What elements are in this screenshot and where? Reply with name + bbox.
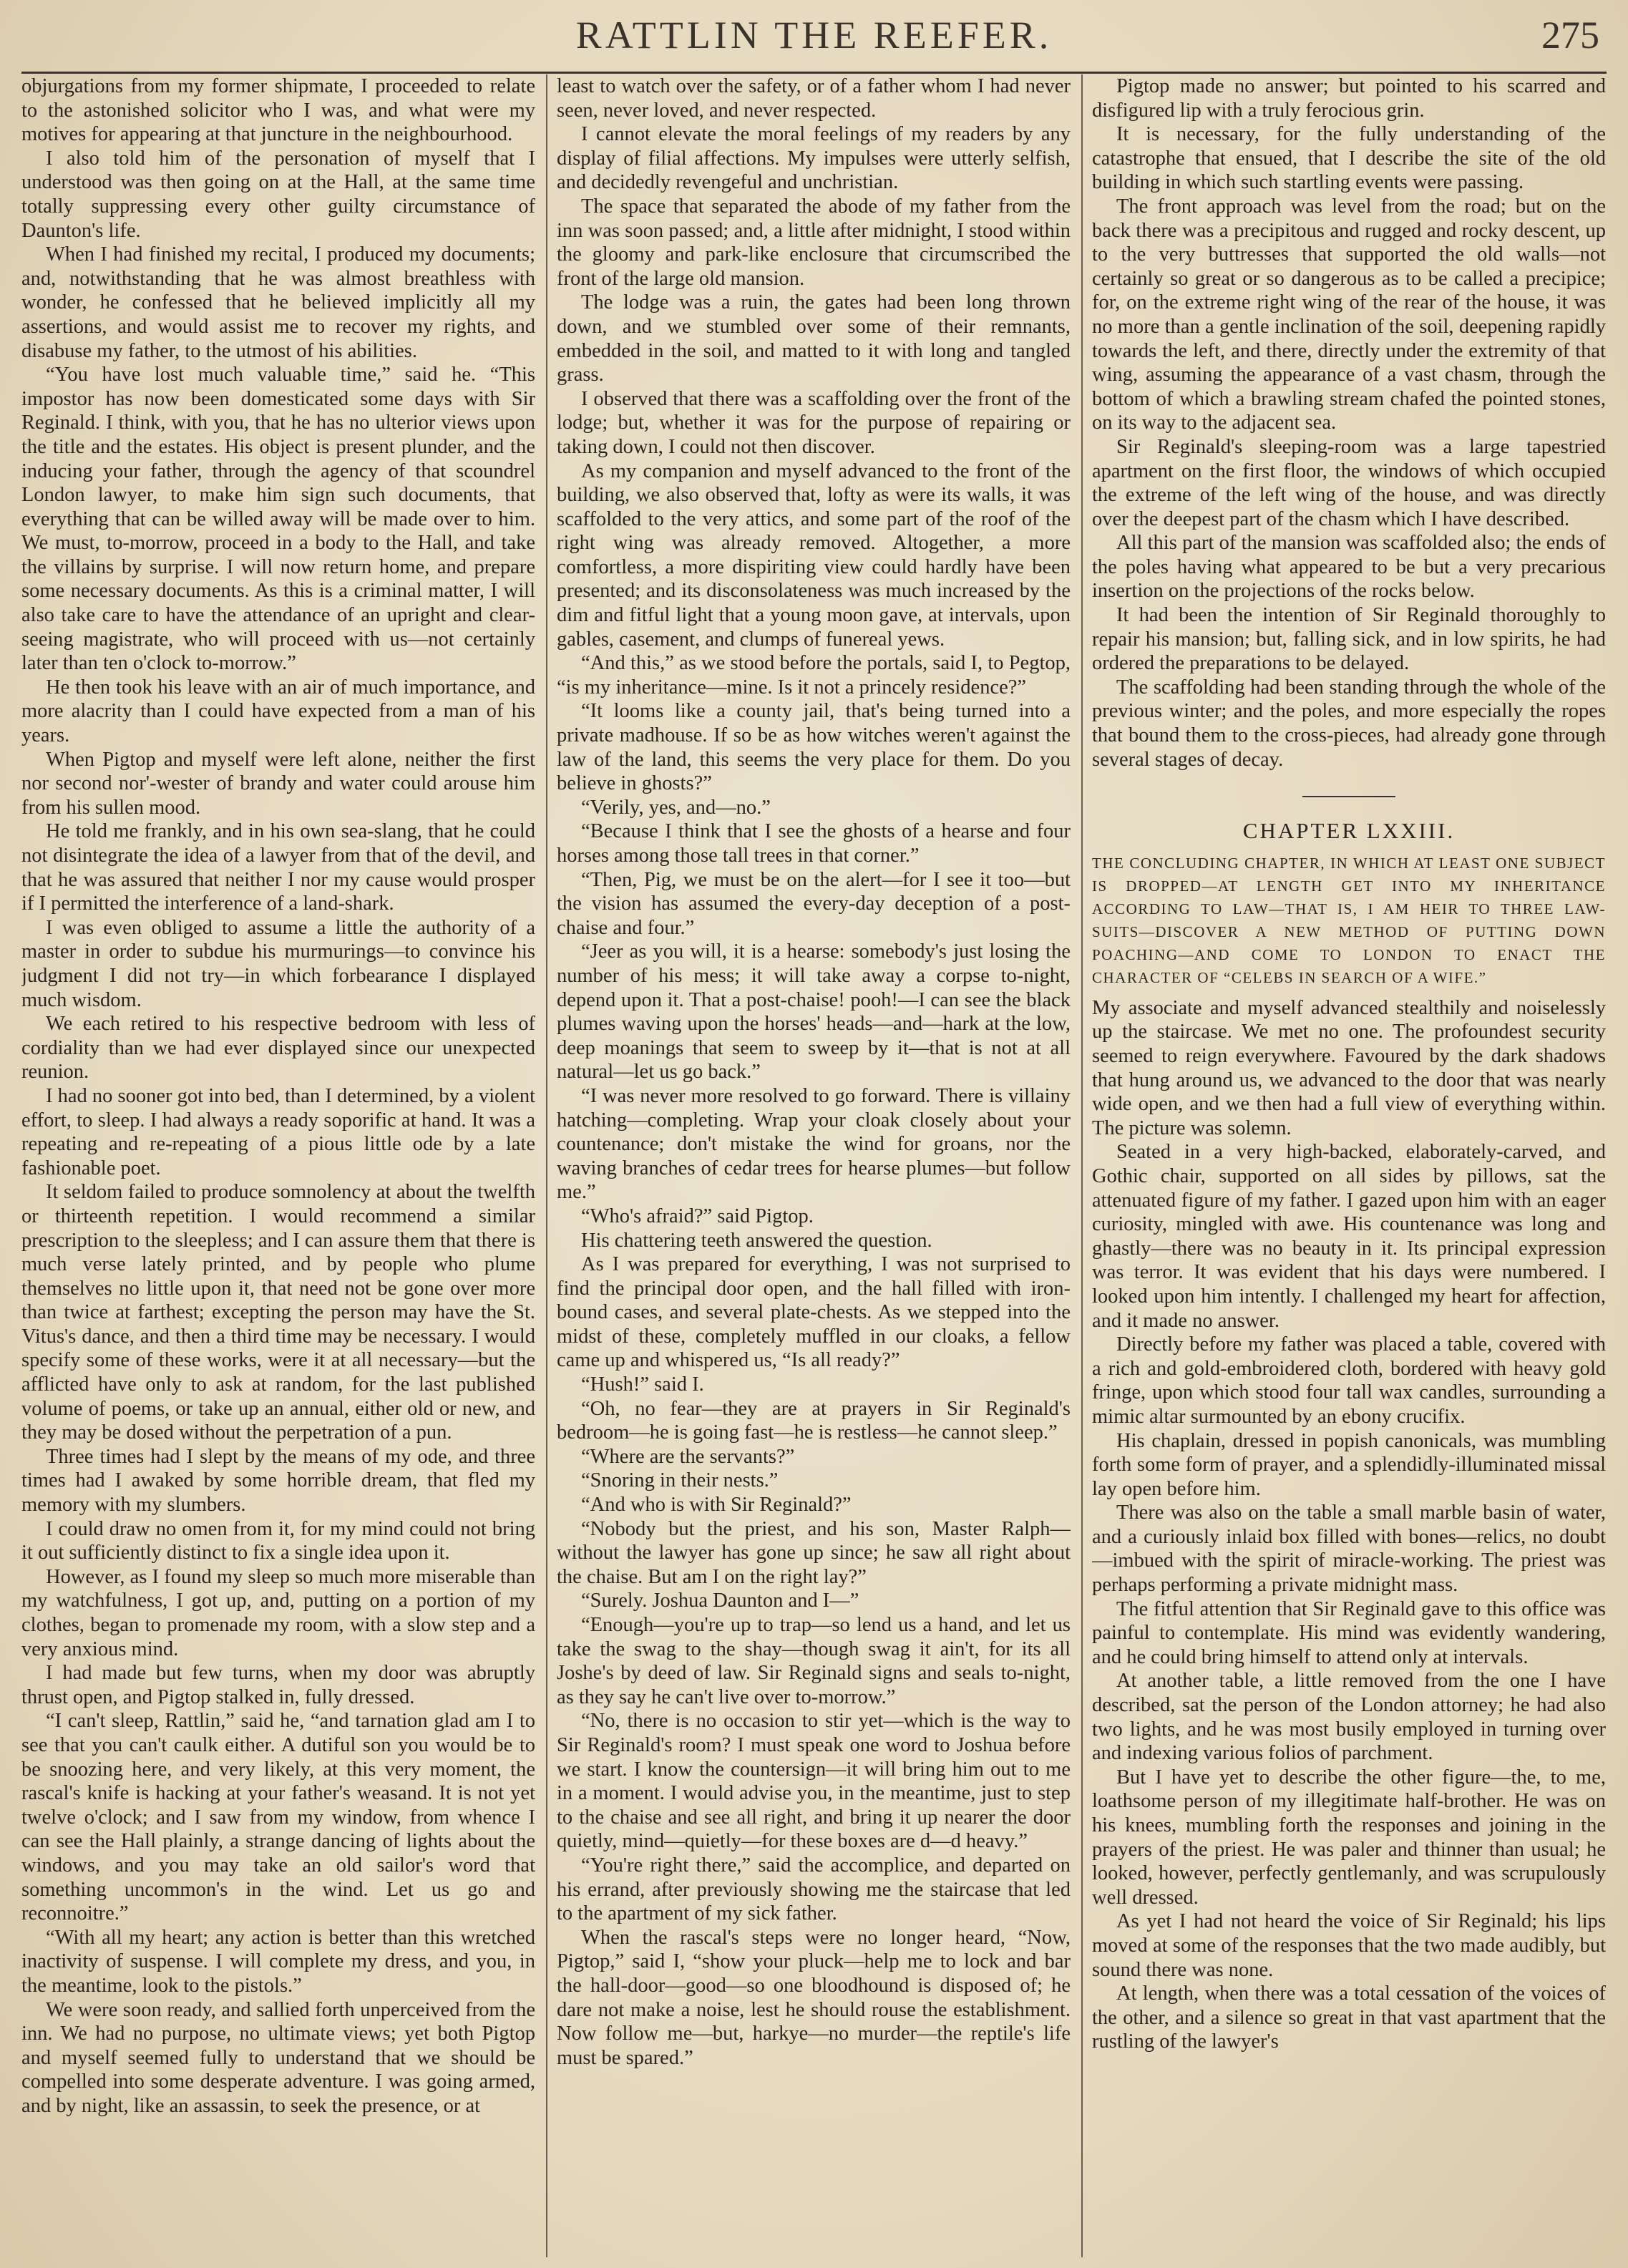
paragraph: I also told him of the personation of myself that I understood was then going on at the Hall, at the same time totally suppressing every other guilty circumstance of Daunton's life.: [21, 147, 535, 242]
text-columns: [21, 74, 1607, 2257]
paragraph: I observed that there was a scaffolding over the front of the lodge; but, whether it was for the purpose of repairing or taking down, I could not then discover.: [557, 387, 1071, 458]
paragraph: He told me frankly, and in his own sea-slang, that he could not disintegrate the idea of a lawyer from that of the devil, and that he was assured that neither I nor my cause would prosper if I permitted the interference of a land-shark.: [21, 820, 535, 915]
paragraph: We were soon ready, and sallied forth unperceived from the inn. We had no purpose, no ultimate views; yet both Pigtop and myself seemed fully to understand that we should be compelled into some desperate adventure. I was going armed, and by night, like an assassin, to seek the presence, or at: [21, 1998, 535, 2117]
paragraph: Seated in a very high-backed, elaborately-carved, and Gothic chair, supported on all sides by pillows, sat the attenuated figure of my father. I gazed upon him with an eager curiosity, mingled with awe. His countenance was long and ghastly—there was no beauty in it. Its principal expression was terror. It was evident that his days were numbered. I looked upon him intently. I challenged my heart for affection, and it made no answer.: [1092, 1141, 1606, 1332]
paragraph: When I had finished my recital, I produced my documents; and, notwithstanding that he was almost breathless with wonder, he confessed that he believed implicitly all my assertions, and would assist me to recover my rights, and disabuse my father, to the utmost of his abilities.: [21, 243, 535, 362]
column-3: [1092, 74, 1606, 2257]
paragraph: There was also on the table a small marble basin of water, and a curiously inlaid box filled with bones—relics, no doubt—imbued with the spirit of miracle-working. The priest was perhaps performing a private midnight mass.: [1092, 1502, 1606, 1597]
paragraph: As my companion and myself advanced to the front of the building, we also observed that, lofty as were its walls, it was scaffolded to the very attics, and some part of the roof of the right wing was already removed. Altogether, a more comfortless, a more dispiriting view could hardly have been presented; and its disconsolateness was much increased by the dim and fitful light that a young moon gave, at intervals, upon gables, casement, and clumps of funereal yews.: [557, 459, 1071, 651]
paragraph: The lodge was a ruin, the gates had been long thrown down, and we stumbled over some of their remnants, embedded in the soil, and matted to it with long and tangled grass.: [557, 291, 1071, 386]
paragraph: “Then, Pig, we must be on the alert—for I see it too—but the vision has assumed the every-day deception of a post-chaise and four.”: [557, 868, 1071, 939]
paragraph: Pigtop made no answer; but pointed to his scarred and disfigured lip with a truly ferocious grin.: [1092, 75, 1606, 122]
paragraph: “Enough—you're up to trap—so lend us a hand, and let us take the swag to the shay—though swag it ain't, for its all Joshe's by deed of law. Sir Reginald signs and seals to-night, as they say he can't live over to-morrow.”: [557, 1614, 1071, 1708]
paragraph: We each retired to his respective bedroom with less of cordiality than we had ever displayed since our unexpected reunion.: [21, 1013, 535, 1084]
paragraph: “Nobody but the priest, and his son, Master Ralph—without the lawyer has gone up since; he saw all right about the chaise. But am I on the right lay?”: [557, 1517, 1071, 1588]
paragraph: It seldom failed to produce somnolency at about the twelfth or thirteenth repetition. I would recommend a similar prescription to the sleepless; and I can assure them that there is much verse lately printed, and by people who plume themselves no little upon it, that need not be gone over more than twice at farthest; excepting the person may have the St. Vitus's dance, and then a third time may be necessary. I would specify some of these works, were it at all necessary—but the afflicted have only to ask at random, for the last published volume of poems, or take up an annual, either old or new, and they may be dosed without the perpetration of a pun.: [21, 1181, 535, 1444]
paragraph: “With all my heart; any action is better than this wretched inactivity of suspense. I will complete my dress, and you, in the meantime, look to the pistols.”: [21, 1926, 535, 1997]
paragraph: Three times had I slept by the means of my ode, and three times had I awaked by some horrible dream, that fled my memory with my slumbers.: [21, 1445, 535, 1517]
column-1: [21, 74, 535, 2257]
paragraph: As I was prepared for everything, I was not surprised to find the principal door open, and the hall filled with iron-bound cases, and several plate-chests. As we stepped into the midst of these, completely muffled in our cloaks, a fellow came up and whispered us, “Is all ready?”: [557, 1253, 1071, 1372]
paragraph: “And who is with Sir Reginald?”: [581, 1494, 852, 1517]
paragraph: At another table, a little removed from the one I have described, sat the person of the London attorney; he had also two lights, and he was most busily employed in turning over and indexing various folios of parchment.: [1092, 1670, 1606, 1765]
paragraph: It is necessary, for the fully understanding of the catastrophe that ensued, that I describe the site of the old building in which such startling events were passing.: [1092, 123, 1606, 194]
paragraph: At length, when there was a total cessation of the voices of the other, and a silence so great in that vast apartment that the rustling of the lawyer's: [1092, 1982, 1606, 2053]
paragraph: “You have lost much valuable time,” said he. “This impostor has now been domesticated some days with Sir Reginald. I think, with you, that he has no ulterior views upon the title and the estates. His object is present plunder, and the inducing your father, through the agency of that scoundrel London lawyer, to make him sign such documents, that everything that can be willed away will be made over to him. We must, to-morrow, proceed in a body to the Hall, and take the villains by surprise. I will now return home, and prepare some necessary documents. As this is a criminal matter, I will also take care to have the attendance of an upright and clear-seeing magistrate, who will proceed with us—not certainly later than ten o'clock to-morrow.”: [21, 364, 535, 675]
paragraph: “No, there is no occasion to stir yet—which is the way to Sir Reginald's room? I must speak one word to Joshua before we start. I know the countersign—it will bring him out to me in a moment. I would advise you, in the meantime, just to step to the chaise and see all right, and bring it up nearer the door quietly, mind—quietly—for these boxes are d—d heavy.”: [557, 1710, 1071, 1853]
paragraph: objurgations from my former shipmate, I proceeded to relate to the astonished solicitor who I was, and what were my motives for appearing at that juncture in the neighbourhood.: [21, 75, 535, 146]
column-rule: [1081, 74, 1083, 2257]
paragraph: I could draw no omen from it, for my mind could not bring it out sufficiently distinct to fix a single idea upon it.: [21, 1517, 535, 1564]
paragraph: It had been the intention of Sir Reginald thoroughly to repair his mansion; but, falling sick, and in low spirits, he had ordered the preparations to be delayed.: [1092, 604, 1606, 675]
paragraph: My associate and myself advanced stealthily and noiselessly up the staircase. We met no one. The profoundest security seemed to reign everywhere. Favoured by the dark shadows that hung around us, we advanced to the door that was nearly wide open, and we then had a full view of everything within. The picture was solemn.: [1092, 996, 1606, 1139]
paragraph: Sir Reginald's sleeping-room was a large tapestried apartment on the first floor, the windows of which occupied the extreme of the left wing of the house, and was directly over the deepest part of the chasm which I have described.: [1092, 435, 1606, 530]
column-3-top-text: [1092, 74, 1606, 772]
paragraph: “Jeer as you will, it is a hearse: somebody's just losing the number of his mess; it will take away a corpse to-night, depend upon it. That a post-chaise! pooh!—I can see the black plumes waving upon the horses' heads—and—hark at the low, deep moanings that seem to sweep by it—that is not at all natural—let us go back.”: [557, 940, 1071, 1084]
paragraph: The front approach was level from the road; but on the back there was a precipitous and rugged and rocky descent, up to the very buttresses that supported the old walls—not certainly so great or so dangerous as to be called a precipice; for, on the extreme right wing of the rear of the house, it was no more than a gentle inclination of the soil, deepening rapidly towards the left, and there, directly under the extremity of that wing, assuming the appearance of a vast chasm, through the bottom of which a brawling stream chafed the pointed stones, on its way to the adjacent sea.: [1092, 195, 1606, 434]
page-header: [21, 6, 1607, 74]
paragraph: I had no sooner got into bed, than I determined, by a violent effort, to sleep. I had always a ready soporific at hand. It was a repeating and re-repeating of a pious little ode by a late fashionable poet.: [21, 1084, 535, 1179]
column-2: [557, 74, 1071, 2257]
paragraph: Directly before my father was placed a table, covered with a rich and gold-embroidered cloth, bordered with heavy gold fringe, upon which stood four tall wax candles, surrounding a mimic altar surmounted by an ebony crucifix.: [1092, 1333, 1606, 1428]
paragraph: “Verily, yes, and—no.”: [581, 796, 771, 819]
paragraph: “Snoring in their nests.”: [581, 1469, 779, 1492]
paragraph: He then took his leave with an air of much importance, and more alacrity than I could have expected from a man of his years.: [21, 676, 535, 747]
paragraph: “I was never more resolved to go forward. There is villainy hatching—completing. Wrap your cloak closely about your countenance; don't mistake the wind for groans, nor the waving branches of cedar trees for hearse plumes—but follow me.”: [557, 1084, 1071, 1204]
paragraph: When the rascal's steps were no longer heard, “Now, Pigtop,” said I, “show your pluck—help me to lock and bar the hall-door—good—so one bloodhound is disposed of; he dare not make a noise, lest he should rouse the establishment. Now follow me—but, harkye—no murder—the reptile's life must be spared.”: [557, 1926, 1071, 2069]
paragraph: “And this,” as we stood before the portals, said I, to Pegtop, “is my inheritance—mine. Is it not a princely residence?”: [557, 652, 1071, 699]
paragraph: “Surely. Joshua Daunton and I—”: [581, 1590, 859, 1612]
paragraph: I cannot elevate the moral feelings of my readers by any display of filial affections. My impulses were utterly selfish, and decidedly revengeful and unchristian.: [557, 123, 1071, 194]
paragraph: I had made but few turns, when my door was abruptly thrust open, and Pigtop stalked in, fully dressed.: [21, 1662, 535, 1708]
paragraph: least to watch over the safety, or of a father whom I had never seen, never loved, and never respected.: [557, 75, 1071, 122]
column-rule: [546, 74, 547, 2257]
page-number: 275: [1541, 14, 1599, 57]
paragraph: As yet I had not heard the voice of Sir Reginald; his lips moved at some of the responses that the two made audibly, but sound there was none.: [1092, 1910, 1606, 1981]
paragraph: The scaffolding had been standing through the whole of the previous winter; and the poles, and more especially the ropes that bound them to the cross-pieces, had already gone through several stages of decay.: [1092, 676, 1606, 771]
paragraph: When Pigtop and myself were left alone, neither the first nor second nor'-wester of brandy and water could arouse him from his sullen mood.: [21, 748, 535, 819]
paragraph: But I have yet to describe the other figure—the, to me, loathsome person of my illegitimate half-brother. He was on his knees, mumbling forth the responses and joining in the prayers of the priest. He was paler and thinner than usual; he looked, however, perfectly gentlemanly, and was scrupulously well dressed.: [1092, 1766, 1606, 1909]
paragraph: The space that separated the abode of my father from the inn was soon passed; and, a little after midnight, I stood within the gloomy and park-like enclosure that circumscribed the front of the large old mansion.: [557, 195, 1071, 290]
paragraph: His chaplain, dressed in popish canonicals, was mumbling forth some form of prayer, and a splendidly-illuminated missal lay open before him.: [1092, 1429, 1606, 1500]
paragraph: “Where are the servants?”: [581, 1445, 795, 1468]
paragraph: “Hush!” said I.: [581, 1373, 704, 1396]
paragraph: “It looms like a county jail, that's being turned into a private madhouse. If so be as how witches weren't against the law of the land, this seems the very place for them. Do you believe in ghosts?”: [557, 700, 1071, 795]
paragraph: “You're right there,” said the accomplice, and departed on his errand, after previously showing me the staircase that led to the apartment of my sick father.: [557, 1854, 1071, 1925]
chapter-title: CHAPTER LXXIII.: [1242, 818, 1456, 844]
paragraph: “I can't sleep, Rattlin,” said he, “and tarnation glad am I to see that you can't caulk either. A dutiful son you would be to be snoozing here, and very likely, at this very moment, the rascal's knife is hacking at your father's weasand. It is not yet twelve o'clock; and I saw from my window, from whence I can see the Hall plainly, a strange dancing of lights about the windows, and you may take an old sailor's word that something uncommon's in the wind. Let us go and reconnoitre.”: [21, 1710, 535, 1925]
paragraph: I was even obliged to assume a little the authority of a master in order to subdue his murmurings—to convince his judgment I did not try—in which forbearance I displayed much wisdom.: [21, 916, 535, 1011]
paragraph: “Who's afraid?” said Pigtop.: [581, 1204, 814, 1227]
chapter-separator-rule: [1302, 796, 1395, 797]
paragraph: The fitful attention that Sir Reginald gave to this office was painful to contemplate. His mind was evidently wandering, and he could bring himself to attend only at intervals.: [1092, 1597, 1606, 1668]
paragraph: His chattering teeth answered the question.: [581, 1229, 932, 1252]
paragraph: “Oh, no fear—they are at prayers in Sir Reginald's bedroom—he is going fast—he is restless—he cannot sleep.”: [557, 1397, 1071, 1444]
chapter-summary: THE CONCLUDING CHAPTER, IN WHICH AT LEAST ONE SUBJECT IS DROPPED—AT LENGTH GET INTO MY INHERITANCE ACCORDING TO LAW—THAT IS, I AM HEIR TO THREE LAW-SUITS—DISCOVER A NEW METHOD OF PUTTING DOWN POACHING—AND COME TO LONDON TO ENACT THE CHARACTER OF “CELEBS IN SEARCH OF A WIFE.”: [1092, 854, 1606, 986]
paragraph: All this part of the mansion was scaffolded also; the ends of the poles having what appeared to be but a very precarious insertion on the projections of the rocks below.: [1092, 532, 1606, 603]
paragraph: However, as I found my sleep so much more miserable than my watchfulness, I got up, and, putting on a portion of my clothes, began to promenade my room, with a slow step and a very anxious mind.: [21, 1565, 535, 1660]
column-3-bottom-text: [1092, 996, 1606, 2054]
paragraph: “Because I think that I see the ghosts of a hearse and four horses among those tall trees in that corner.”: [557, 820, 1071, 867]
running-title: RATTLIN THE REEFER.: [575, 14, 1053, 57]
